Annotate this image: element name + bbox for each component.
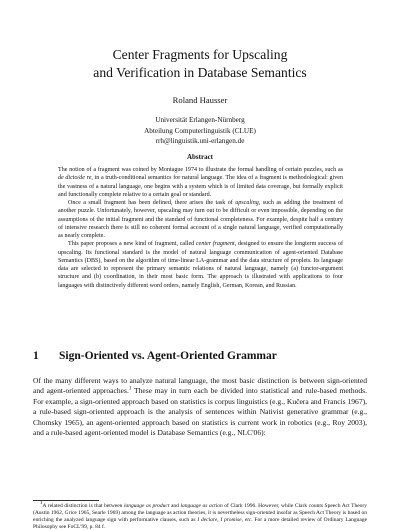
abstract-heading: Abstract: [186, 153, 214, 161]
paper-title: [40, 46, 360, 81]
abstract-paragraph-3: [58, 240, 343, 290]
body-text-b: These may in turn each be divided into statistical and rule-based methods. For example, a sign-oriented approach based on statistics is corpus linguistics (e.g., Kučera and Francis 1967), a rule-based sign-oriented approach is the analysis of sentences within Nativist generative grammar (e.g., Chomsky 1965), an agent-oriented approach based on statistics is current work in robotics (e.g., Roy 2003), and a rule-based agent-oriented model is Database Semantics (e.g., NLC'06):: [33, 386, 367, 438]
section-title: Sign-Oriented vs. Agent-Oriented Grammar: [59, 350, 277, 362]
abstract-p2-text-a: Once a small fragment has been defined, there arises the task of: [68, 200, 236, 206]
affiliation-block: [40, 115, 360, 147]
abstract-p2-text-b: , such as adding the treatment of another puzzle. Unfortunately, however, upscaling may turn out to be difficult or even impossible, depending on the assumptions of the initial fragment and the standard of functional completeness. For example, despite half a century of intensive research there is still no coherent formal account of a single natural language, verified computationally as nearly complete.: [58, 200, 343, 239]
footnote-reference[interactable]: 1: [128, 386, 132, 392]
abstract-p3-text-b: , designed to ensure the longterm success of upscaling. Its functional standard is the model of natural language communication of agent-oriented Database Semantics (DBS), based on the algorithm of time-linear LA-grammar and the data structure of proplets. Its language data are selected to represent the primary semantic relations of natural language, namely (a) functor-argument structure and (b) coordination, in their most basic form. The approach is illustrated with applications to four languages with distinctively different word orders, namely English, German, Korean, and Russian.: [58, 241, 343, 289]
footnote-text-3: of Clark 1996. However, while Clark counts Speech Act Theory (Austin 1962, Grice 1965, Searle 1969) among the language as action theories, it is nevertheless sign-oriented insofar as Speech Act Theory is based on enriching the analyzed language sign with performative clauses, such as: [33, 503, 367, 523]
abstract-paragraph-1: [58, 166, 343, 199]
abstract-paragraph-2: [58, 199, 343, 240]
affiliation-department: Abteilung Computerlinguistik (CLUE): [144, 126, 256, 135]
footnote-text-2: and: [169, 503, 181, 509]
abstract-p1-text-a: The notion of a fragment was coined by Montague 1974 to illustrate the formal handling of certain puzzles, such as: [58, 167, 343, 173]
abstract-p1-emphasis: de dicto/de re: [58, 175, 92, 182]
abstract-p2-emphasis: upscaling: [235, 200, 259, 206]
title-line-2: and Verification in Database Semantics: [93, 64, 307, 80]
author-email: rrh@linguistik.uni-erlangen.de: [155, 137, 245, 145]
abstract-p1-text-b: , in a truth-conditional semantics for natural language. The idea of a fragment is methodological: given the vastness of a natural language, one begins with a system which is of limited data coverage, but formally explicit and functionally complete relative to a certain goal or standard.: [58, 175, 343, 198]
abstract-p3-text-a: This paper proposes a new kind of fragment, called: [68, 241, 196, 248]
affiliation-university: Universität Erlangen-Nürnberg: [155, 116, 245, 124]
body-text-a: Of the many different ways to analyze natural language, the most basic distinction is between sign-oriented and agent-oriented approaches.: [33, 376, 367, 396]
abstract-body: [58, 166, 343, 290]
title-line-1: Center Fragments for Upscaling: [112, 47, 288, 62]
footnote-emphasis-3: I declare, I promise, etc: [197, 517, 252, 523]
section-number: 1: [33, 350, 39, 362]
footnote-mark: 1: [40, 501, 43, 507]
abstract-p3-emphasis: center fragment: [195, 241, 235, 248]
footnote-emphasis-2: language as action: [180, 503, 223, 509]
author-name: Roland Hausser: [172, 95, 228, 105]
footnote: [33, 503, 367, 531]
footnote-text-4: . For a more detailed review of Ordinary Language Philosophy see FoCL'99, p. 84 f.: [33, 517, 368, 530]
footnote-text-1: A related distinction is that between: [42, 503, 124, 509]
section-heading: [33, 350, 373, 362]
body-paragraph: [33, 376, 367, 438]
footnote-emphasis-1: language as product: [124, 503, 170, 509]
